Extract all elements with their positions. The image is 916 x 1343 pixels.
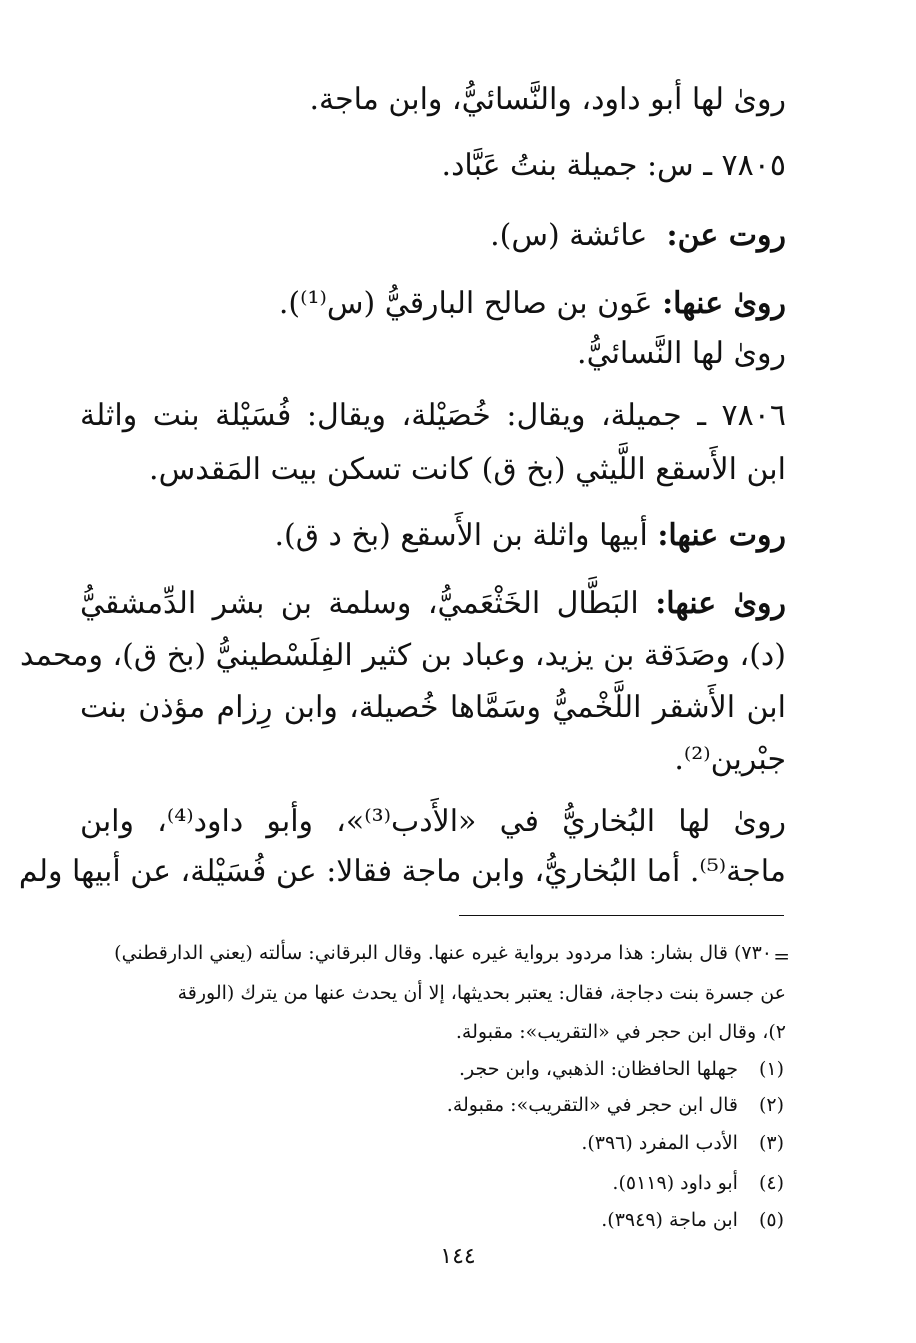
footnote-separator (459, 915, 784, 916)
entry-7805-heading: ٧٨٠٥ ـ س: جميلة بنتُ عَبَّاد. (441, 148, 786, 183)
body-line-1: رویٰ لها أبو داود، والنَّسائيُّ، وابن ماجة. (309, 82, 786, 117)
footnote-number: (٥) (758, 1209, 784, 1231)
body-line-rawat-an (490, 216, 786, 256)
body-line-rawa-anha-2 (80, 584, 786, 624)
bold-lead: رویٰ عنها: (662, 286, 786, 321)
body-line-7806-cont: ابن الأَسقع اللَّيثي (بخ ق) كانت تسكن بيت المَقدس. (149, 452, 786, 487)
body-line-rawa-laha: رویٰ لها النَّسائيُّ. (577, 336, 786, 371)
line-rest: البَطَّال الخَثْعَميُّ، وسلمة بن بشر الدِّمشقيُّ (80, 586, 656, 621)
footnote-number: (٣) (758, 1132, 784, 1154)
line-rest: أبيها واثلة بن الأَسقع (بخ د ق). (274, 518, 658, 553)
body-line-sadaqa: (د)، وصَدَقة بن يزيد، وعباد بن كثير الفِلَسْطينيُّ (بخ ق)، ومحمد (19, 638, 786, 673)
footnote-4 (612, 1170, 784, 1196)
footnote-text: قال ابن حجر في «التقريب»: مقبولة. (446, 1094, 738, 1116)
footnote-number: (٢) (758, 1094, 784, 1116)
footnote-carry-line-2: عن جسرة بنت دجاجة، فقال: يعتبر بحديثها، إلا أن يحدث عنها من يترك (الورقة (177, 982, 786, 1004)
bold-lead: روت عن: (666, 218, 786, 253)
body-line-rawa-anha-1 (279, 284, 786, 324)
footnote-5 (601, 1207, 784, 1233)
body-line-jibrin: جبْرين⁽²⁾. (674, 742, 786, 777)
bold-lead: روت عنها: (657, 518, 786, 553)
body-line-rawat-anha (274, 516, 786, 556)
footnote-2 (447, 1092, 784, 1118)
footnote-number: (١) (758, 1058, 784, 1080)
line-rest: عائشة (س). (490, 218, 657, 253)
footnote-text: الأدب المفرد (٣٩٦). (581, 1132, 738, 1154)
bold-lead: رویٰ عنها: (655, 586, 786, 621)
continuation-mark: = (773, 944, 790, 968)
footnote-carry-line-3: ٢)، وقال ابن حجر في «التقريب»: مقبولة. (455, 1021, 786, 1043)
footnote-text: جهلها الحافظان: الذهبي، وابن حجر. (459, 1058, 738, 1080)
footnote-3 (581, 1130, 784, 1156)
body-line-bukhari: رویٰ لها البُخاريُّ في «الأَدب⁽³⁾»، وأبو داود⁽⁴⁾، وابن (80, 804, 786, 839)
line-rest: عَون بن صالح البارقيُّ (س⁽¹⁾). (278, 286, 663, 321)
entry-7806-heading: ٧٨٠٦ ـ جميلة، ويقال: خُصَيْلة، ويقال: فُسَيْلة بنت واثلة (80, 398, 786, 433)
page-number: ١٤٤ (440, 1244, 476, 1269)
body-line-majah: ماجة⁽⁵⁾. أما البُخاريُّ، وابن ماجة فقالا: عن فُسَيْلة، عن أبيها ولم (18, 854, 786, 889)
footnote-number: (٤) (758, 1172, 784, 1194)
body-line-ashqar: ابن الأَشقر اللَّخْميُّ وسَمَّاها خُصيلة، وابن رِزام مؤذن بنت (80, 690, 786, 725)
footnote-text: أبو داود (٥١١٩). (612, 1172, 738, 1194)
footnote-1 (459, 1056, 784, 1082)
footnote-text: ابن ماجة (٣٩٤٩). (601, 1209, 738, 1231)
footnote-carry-line-1: ٧٣٠) قال بشار: هذا مردود برواية غيره عنها. وقال البرقاني: سألته (يعني الدارقطني) (114, 942, 772, 964)
